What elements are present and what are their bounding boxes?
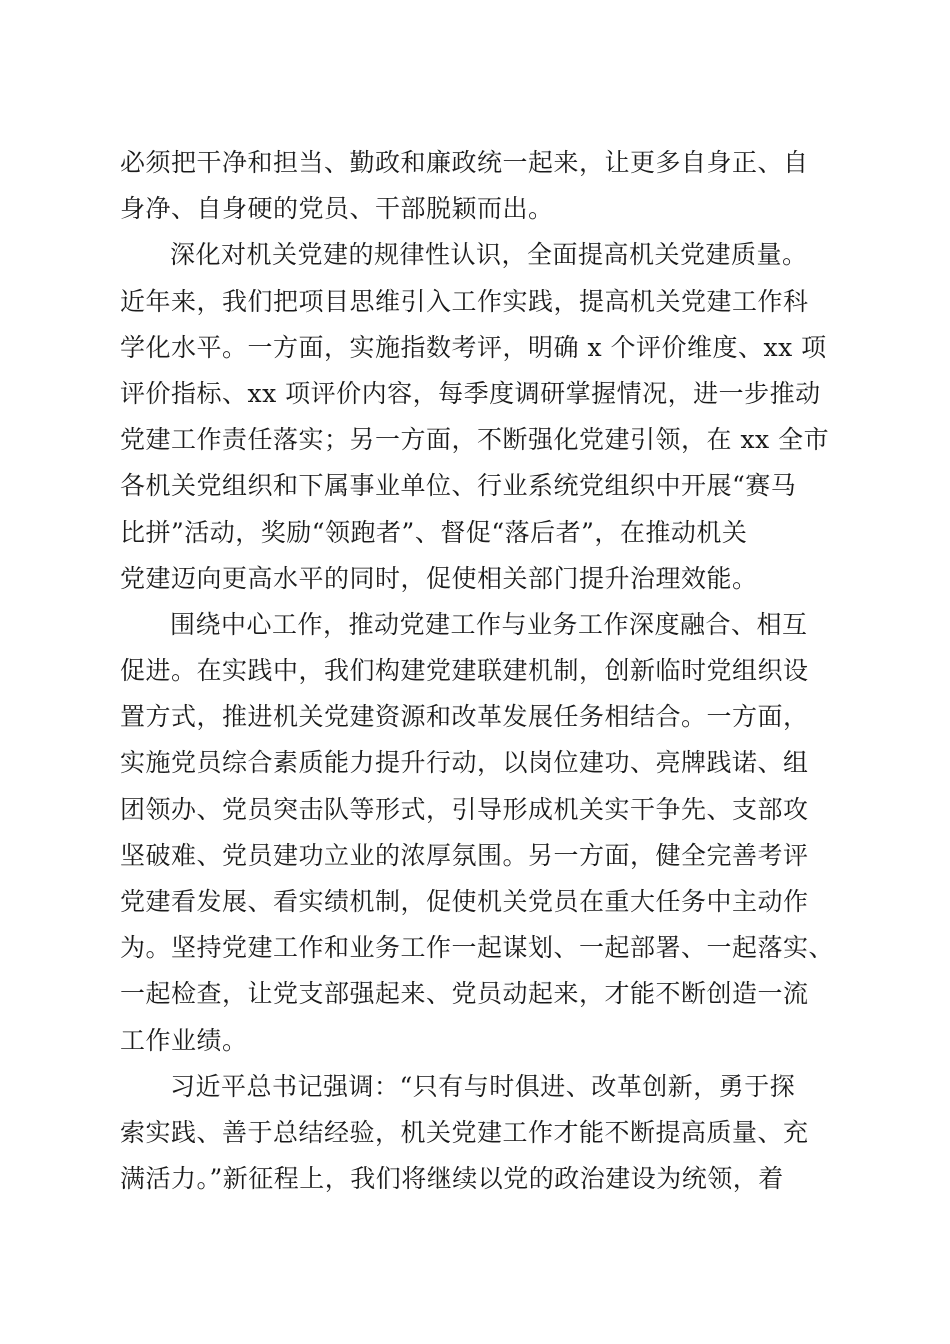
text-line: 置方式，推进机关党建资源和改革发展任务相结合。一方面， xyxy=(120,702,809,732)
text-line: 一起检查，让党支部强起来、党员动起来，才能不断创造一流 xyxy=(120,979,809,1009)
paragraph-4 xyxy=(120,1064,840,1203)
text-line: 比拼”活动，奖励“领跑者”、督促“落后者”，在推动机关 xyxy=(120,517,748,547)
text-line: 党建工作责任落实；另一方面，不断强化党建引领，在 xx 全市 xyxy=(120,425,830,455)
text-line: 工作业绩。 xyxy=(120,1025,248,1055)
paragraph-2 xyxy=(120,232,840,602)
text-line: 党建看发展、看实绩机制，促使机关党员在重大任务中主动作 xyxy=(120,887,809,916)
text-line: 学化水平。一方面，实施指数考评，明确 x 个评价维度、xx 项 xyxy=(120,332,827,362)
text-line: 索实践、善于总结经验，机关党建工作才能不断提高质量、充 xyxy=(120,1117,809,1147)
paragraph-3 xyxy=(120,602,840,1064)
text-line: 身净、自身硬的党员、干部脱颖而出。 xyxy=(120,194,554,224)
text-line: 促进。在实践中，我们构建党建联建机制，创新临时党组织设 xyxy=(120,656,809,686)
text-line: 习近平总书记强调：“只有与时俱进、改革创新，勇于探 xyxy=(170,1071,796,1101)
text-line: 坚破难、党员建功立业的浓厚氛围。另一方面，健全完善考评 xyxy=(120,840,809,870)
text-line: 团领办、党员突击队等形式，引导形成机关实干争先、支部攻 xyxy=(120,794,809,824)
text-line: 深化对机关党建的规律性认识，全面提高机关党建质量。 xyxy=(170,240,808,270)
text-line: 评价指标、xx 项评价内容，每季度调研掌握情况，进一步推动 xyxy=(120,378,821,408)
text-line: 必须把干净和担当、勤政和廉政统一起来，让更多自身正、自 xyxy=(120,148,809,177)
text-line: 实施党员综合素质能力提升行动，以岗位建功、亮牌践诺、组 xyxy=(120,748,809,778)
text-line: 围绕中心工作，推动党建工作与业务工作深度融合、相互 xyxy=(170,609,808,639)
text-line: 为。坚持党建工作和业务工作一起谋划、一起部署、一起落实、 xyxy=(120,933,835,963)
text-line: 满活力。”新征程上，我们将继续以党的政治建设为统领，着 xyxy=(120,1164,784,1194)
text-line: 近年来，我们把项目思维引入工作实践，提高机关党建工作科 xyxy=(120,286,809,316)
paragraph-1 xyxy=(120,140,840,232)
document-body xyxy=(120,140,840,1202)
text-line: 党建迈向更高水平的同时，促使相关部门提升治理效能。 xyxy=(120,563,758,593)
text-line: 各机关党组织和下属事业单位、行业系统党组织中开展“赛马 xyxy=(120,471,797,501)
